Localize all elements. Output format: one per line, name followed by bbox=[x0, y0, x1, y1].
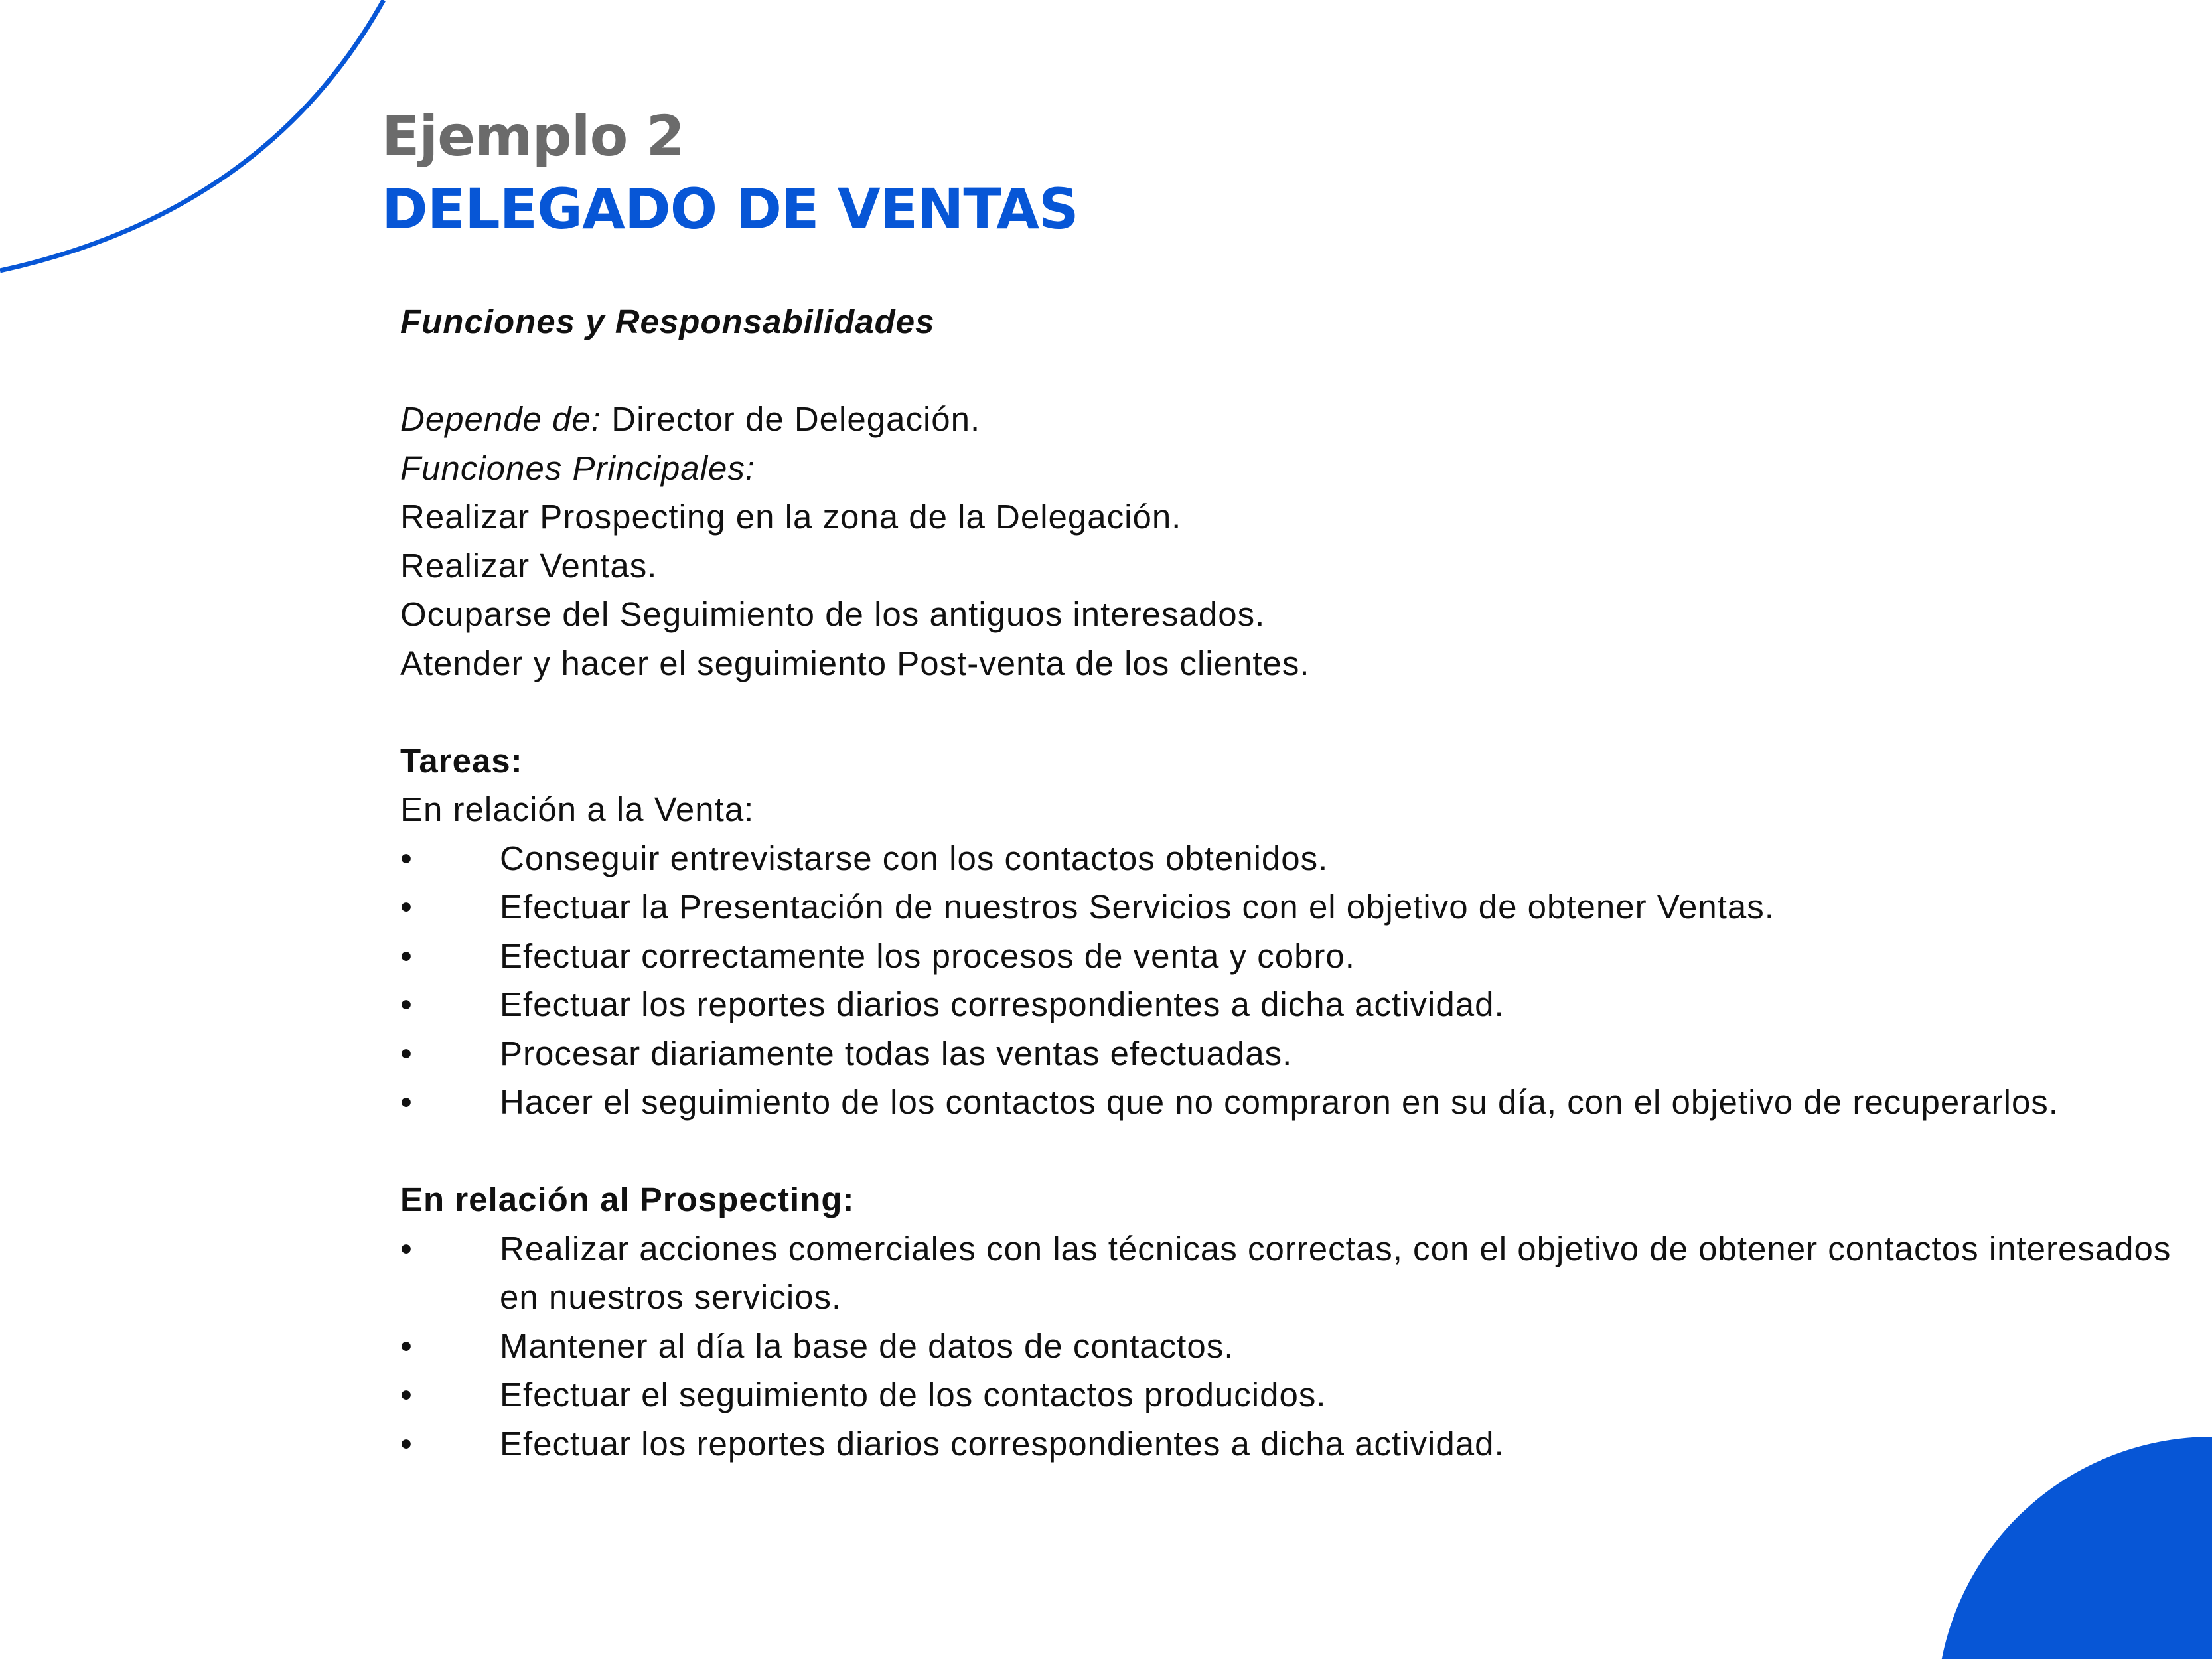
document-body bbox=[400, 297, 2179, 1468]
list-item-text: Procesar diariamente todas las ventas efectuadas. bbox=[500, 1034, 1293, 1072]
list-item-text: Conseguir entrevistarse con los contactos obtenidos. bbox=[500, 839, 1329, 877]
bullet-icon: • bbox=[400, 888, 413, 926]
list-item-text: Realizar acciones comerciales con las técnicas correctas, con el objetivo de obtener contactos interesados en nuestros servicios. bbox=[500, 1229, 2172, 1316]
sales-subheading: En relación a la Venta: bbox=[400, 790, 755, 828]
sales-task-list bbox=[400, 834, 2179, 1127]
main-function-item: Realizar Ventas. bbox=[400, 546, 658, 585]
list-item-text: Efectuar el seguimiento de los contactos producidos. bbox=[500, 1376, 1327, 1413]
bullet-icon: • bbox=[400, 1083, 413, 1121]
list-item bbox=[400, 883, 2179, 932]
list-item bbox=[400, 1370, 2179, 1419]
bullet-icon: • bbox=[400, 1229, 413, 1267]
title-block bbox=[382, 100, 1078, 246]
bullet-icon: • bbox=[400, 1424, 413, 1463]
list-item bbox=[400, 1419, 2179, 1469]
list-item-text: Mantener al día la base de datos de contactos. bbox=[500, 1327, 1234, 1365]
example-label: Ejemplo 2 bbox=[382, 104, 684, 169]
bullet-icon: • bbox=[400, 1327, 413, 1365]
spacer bbox=[400, 346, 2179, 396]
bullet-icon: • bbox=[400, 936, 413, 975]
depends-label: Depende de: bbox=[400, 400, 602, 438]
decorative-arc bbox=[0, 0, 398, 279]
depends-value: Director de Delegación. bbox=[601, 400, 981, 438]
bullet-icon: • bbox=[400, 1376, 413, 1413]
bullet-icon: • bbox=[400, 1034, 413, 1072]
list-item bbox=[400, 980, 2179, 1029]
list-item bbox=[400, 1078, 2179, 1127]
section-heading: Funciones y Responsabilidades bbox=[400, 303, 935, 340]
bullet-icon: • bbox=[400, 985, 413, 1023]
main-function-item: Atender y hacer el seguimiento Post-venta de los clientes. bbox=[400, 644, 1310, 682]
depends-line bbox=[400, 395, 2179, 444]
list-item-text: Efectuar correctamente los procesos de venta y cobro. bbox=[500, 936, 1355, 975]
list-item-text: Efectuar la Presentación de nuestros Servicios con el objetivo de obtener Ventas. bbox=[500, 888, 1775, 926]
spacer bbox=[400, 687, 2179, 737]
main-function-item: Ocuparse del Seguimiento de los antiguos interesados. bbox=[400, 595, 1266, 633]
list-item bbox=[400, 932, 2179, 981]
list-item bbox=[400, 1322, 2179, 1371]
bullet-icon: • bbox=[400, 839, 413, 877]
list-item-text: Efectuar los reportes diarios correspondientes a dicha actividad. bbox=[500, 985, 1505, 1023]
prospecting-task-list bbox=[400, 1224, 2179, 1469]
main-function-item: Realizar Prospecting en la zona de la Delegación. bbox=[400, 498, 1182, 536]
main-functions-label: Funciones Principales: bbox=[400, 449, 756, 487]
list-item bbox=[400, 834, 2179, 883]
list-item-text: Hacer el seguimiento de los contactos que no compraron en su día, con el objetivo de recuperarlos. bbox=[500, 1083, 2059, 1121]
list-item bbox=[400, 1029, 2179, 1078]
list-item-text: Efectuar los reportes diarios correspondientes a dicha actividad. bbox=[500, 1424, 1505, 1463]
list-item bbox=[400, 1224, 2179, 1322]
tasks-heading: Tareas: bbox=[400, 741, 523, 780]
page-title: DELEGADO DE VENTAS bbox=[382, 177, 1078, 242]
prospecting-heading: En relación al Prospecting: bbox=[400, 1181, 855, 1218]
spacer bbox=[400, 1127, 2179, 1176]
